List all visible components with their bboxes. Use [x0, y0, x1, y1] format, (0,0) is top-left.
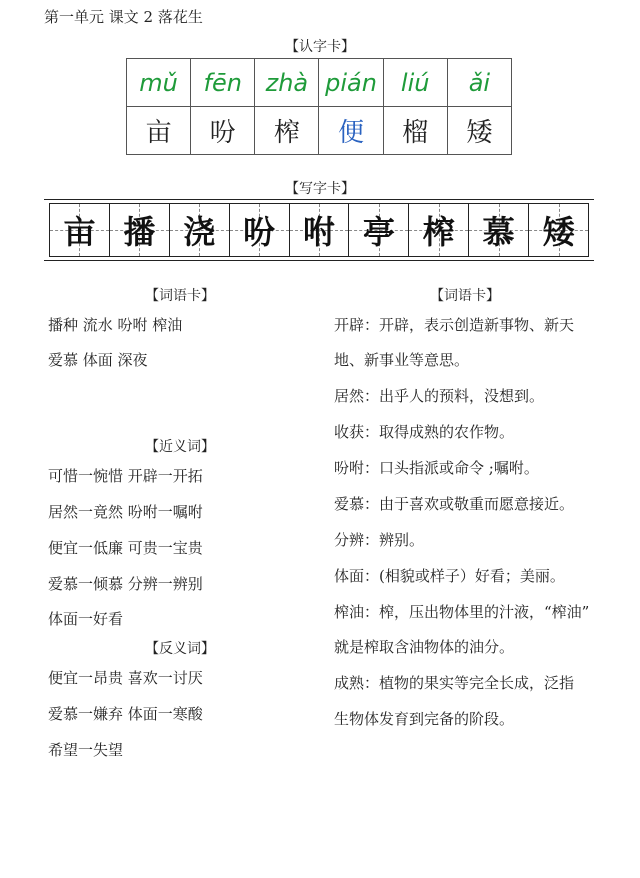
jinyi-line: 可惜一惋惜 开辟一开拓: [48, 467, 203, 485]
page-title: 第一单元 课文 2 落花生: [44, 8, 203, 26]
definition-line: 就是榨取含油物体的油分。: [334, 638, 515, 656]
writing-char: 播: [123, 213, 156, 251]
right-ciyu-heading: 【词语卡】: [430, 288, 500, 304]
definition-line: 生物体发育到完备的阶段。: [334, 710, 515, 728]
writing-cell: [290, 204, 350, 256]
definition-line: 吩咐：口头指派或命令 ;嘱咐。: [334, 459, 539, 477]
pinyin-cell: fēn: [191, 59, 255, 107]
writing-char: 吩: [243, 213, 276, 251]
xiezi-heading: 【写字卡】: [285, 181, 355, 197]
char-cell-highlighted: 便: [319, 107, 383, 155]
pinyin-cell: pián: [319, 59, 383, 107]
fanyi-line: 希望一失望: [48, 741, 124, 759]
pinyin-cell: ǎi: [447, 59, 511, 107]
definition-line: 地、新事业等意思。: [334, 351, 470, 369]
writing-char: 亩: [63, 213, 96, 251]
definition-line: 收获：取得成熟的农作物。: [334, 423, 515, 441]
fanyi-heading: 【反义词】: [145, 641, 215, 657]
definition-line: 居然：出乎人的预料，没想到。: [334, 387, 545, 405]
writing-cell: [50, 204, 110, 256]
char-cell: 吩: [191, 107, 255, 155]
writing-cell: [170, 204, 230, 256]
char-cell: 亩: [127, 107, 191, 155]
writing-cell: [469, 204, 529, 256]
writing-char: 榨: [422, 213, 455, 251]
writing-cell: [529, 204, 588, 256]
char-cell: 榨: [255, 107, 319, 155]
jinyi-line: 便宜一低廉 可贵一宝贵: [48, 539, 203, 557]
pinyin-cell: liú: [383, 59, 447, 107]
jinyi-heading: 【近义词】: [145, 439, 215, 455]
writing-cell: [349, 204, 409, 256]
renzi-heading: 【认字卡】: [285, 39, 355, 55]
definition-line: 开辟：开辟，表示创造新事物、新天: [334, 316, 575, 334]
char-cell: 榴: [383, 107, 447, 155]
writing-char: 亭: [362, 213, 395, 251]
left-ciyu-heading: 【词语卡】: [145, 288, 215, 304]
definition-line: 体面：(相貌或样子）好看；美丽。: [334, 567, 565, 585]
writing-char: 浇: [183, 213, 216, 251]
writing-grid: [49, 203, 589, 257]
char-cell: 矮: [447, 107, 511, 155]
ciyu-line: 爱慕 体面 深夜: [48, 351, 148, 369]
definition-line: 分辨：辨别。: [334, 531, 425, 549]
jinyi-line: 体面一好看: [48, 610, 124, 628]
fanyi-line: 便宜一昂贵 喜欢一讨厌: [48, 669, 203, 687]
jinyi-line: 爱慕一倾慕 分辨一辨别: [48, 575, 203, 593]
writing-char: 矮: [542, 213, 575, 251]
definition-line: 榨油：榨，压出物体里的汁液，“榨油”: [334, 603, 590, 621]
renzi-table: [126, 58, 512, 155]
writing-cell: [409, 204, 469, 256]
writing-char: 咐: [303, 213, 336, 251]
writing-cell: [110, 204, 170, 256]
ciyu-line: 播种 流水 吩咐 榨油: [48, 316, 183, 334]
definition-line: 成熟：植物的果实等完全长成，泛指: [334, 674, 575, 692]
writing-cell: [230, 204, 290, 256]
fanyi-line: 爱慕一嫌弃 体面一寒酸: [48, 705, 203, 723]
jinyi-line: 居然一竟然 吩咐一嘱咐: [48, 503, 203, 521]
pinyin-cell: zhà: [255, 59, 319, 107]
definition-line: 爱慕：由于喜欢或敬重而愿意接近。: [334, 495, 575, 513]
writing-char: 慕: [482, 213, 515, 251]
pinyin-cell: mǔ: [127, 59, 191, 107]
